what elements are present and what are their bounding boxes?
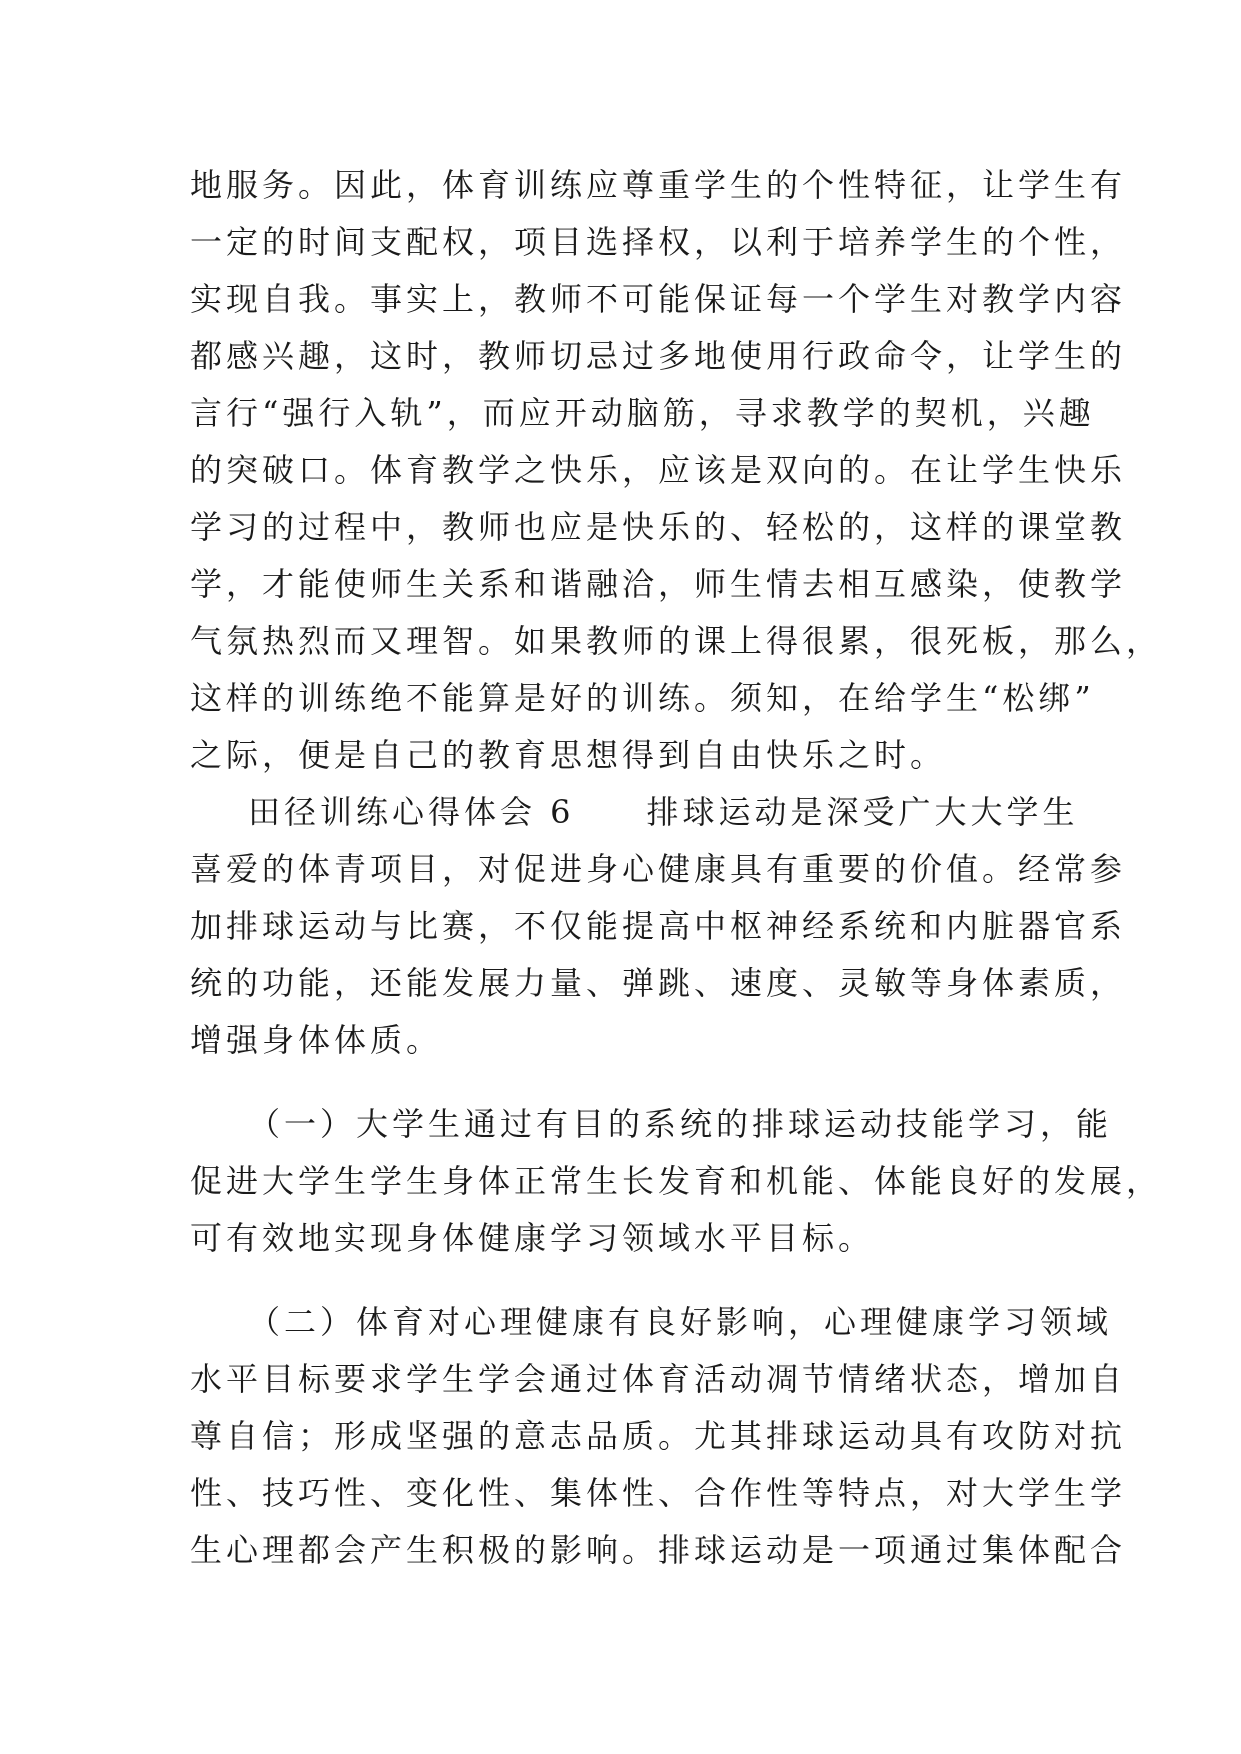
text-line: 气氛热烈而又理智。如果教师的课上得很累，很死板，那么， [190,622,1163,660]
text-line: 可有效地实现身体健康学习领域水平目标。 [190,1219,875,1257]
text-line: 增强身体体质。 [190,1021,443,1059]
text-line: 这样的训练绝不能算是好的训练。须知，在给学生“松绑” [190,679,1095,717]
text-line: 促进大学生学生身体正常生长发育和机能、体能良好的发展， [190,1162,1163,1200]
text-line: 性、技巧性、变化性、集体性、合作性等特点，对大学生学 [190,1474,1127,1512]
paragraph-gap [190,1069,1050,1096]
text-line: 的突破口。体育教学之快乐，应该是双向的。在让学生快乐 [190,451,1127,489]
text-line: 喜爱的体青项目，对促进身心健康具有重要的价值。经常参 [190,850,1127,888]
text-line: 一定的时间支配权，项目选择权，以利于培养学生的个性， [190,223,1127,261]
text-line: 都感兴趣，这时，教师切忌过多地使用行政命令，让学生的 [190,337,1127,375]
text-line: 加排球运动与比赛，不仅能提高中枢神经系统和内脏器官系 [190,907,1127,945]
text-line: 地服务。因此，体育训练应尊重学生的个性特征，让学生有 [190,166,1127,204]
document-page [190,157,1163,1579]
text-line: 实现自我。事实上，教师不可能保证每一个学生对教学内容 [190,280,1127,318]
paragraph-gap [190,1267,1050,1294]
text-line: 统的功能，还能发展力量、弹跳、速度、灵敏等身体素质， [190,964,1127,1002]
text-line: （二）体育对心理健康有良好影响，心理健康学习领域 [248,1303,1113,1341]
text-line: 言行“强行入轨”，而应开动脑筋，寻求教学的契机，兴趣 [190,394,1095,432]
text-line: 田径训练心得体会 6 排球运动是深受广大大学生 [248,793,1079,831]
text-line: 水平目标要求学生学会通过体育活动凋节情绪状态，增加自 [190,1360,1127,1398]
text-line: 尊自信；形成坚强的意志品质。尤其排球运动具有攻防对抗 [190,1417,1127,1455]
text-line: 学习的过程中，教师也应是快乐的、轻松的，这样的课堂教 [190,508,1127,546]
text-line: 生心理都会产生积极的影响。排球运动是一项通过集体配合 [190,1531,1127,1569]
text-line: （一）大学生通过有目的系统的排球运动技能学习，能 [248,1105,1113,1143]
text-line: 之际，便是自己的教育思想得到自由快乐之时。 [190,736,947,774]
text-line: 学，才能使师生关系和谐融洽，师生情去相互感染，使教学 [190,565,1127,603]
